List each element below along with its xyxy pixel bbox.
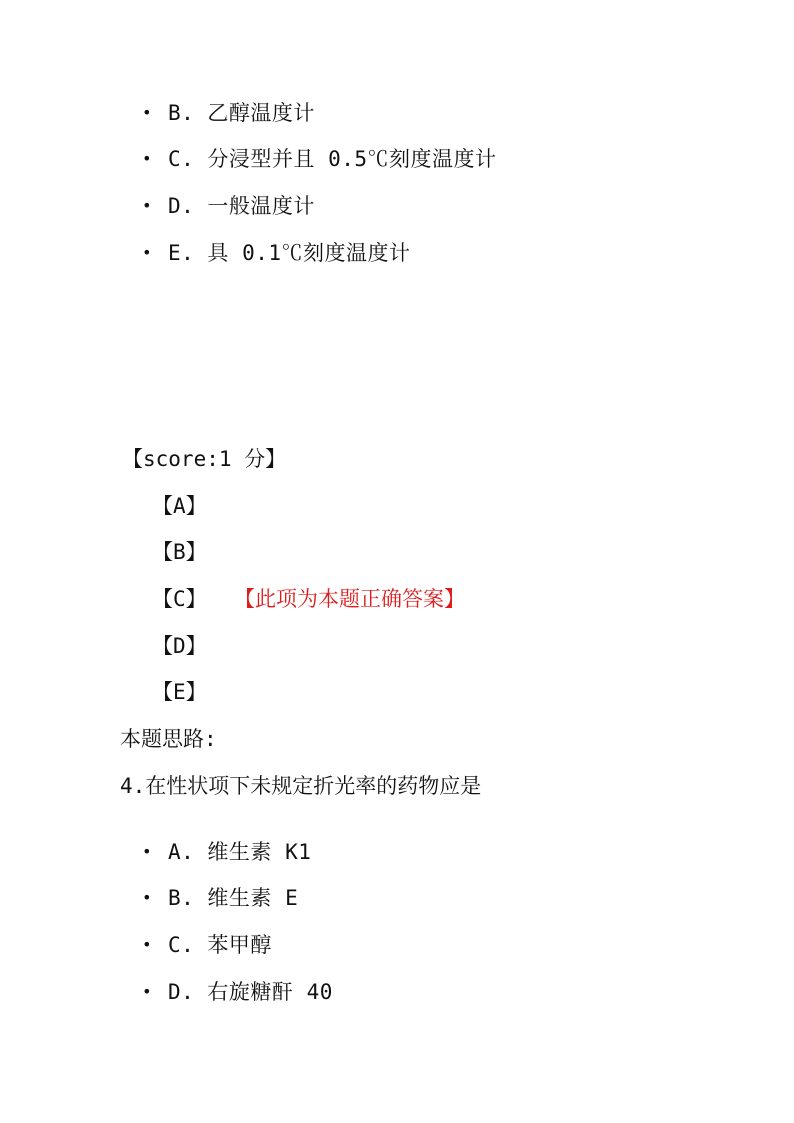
correct-answer-tag: 【此项为本题正确答案】 bbox=[234, 587, 465, 611]
option-text: B. 乙醇温度计 bbox=[168, 101, 315, 125]
answer-choice-e bbox=[152, 676, 207, 708]
option-text: C. 分浸型并且 0.5℃刻度温度计 bbox=[168, 147, 497, 171]
question-title: 4.在性状项下未规定折光率的药物应是 bbox=[120, 774, 482, 798]
answer-label: 【A】 bbox=[152, 494, 207, 518]
answer-label: 【E】 bbox=[152, 680, 207, 704]
answer-label: 【C】 bbox=[152, 587, 207, 611]
bullet-icon: • bbox=[142, 842, 152, 861]
analysis-label: 本题思路: bbox=[120, 727, 217, 751]
score-label: 【score:1 分】 bbox=[122, 447, 287, 471]
bullet-icon: • bbox=[142, 935, 152, 954]
option-text: D. 右旋糖酐 40 bbox=[168, 980, 333, 1004]
bullet-icon: • bbox=[142, 103, 152, 122]
bullet-icon: • bbox=[142, 888, 152, 907]
option-text: A. 维生素 K1 bbox=[168, 840, 312, 864]
answer-choice-a bbox=[152, 490, 207, 522]
bullet-icon: • bbox=[142, 982, 152, 1001]
option-text: B. 维生素 E bbox=[168, 886, 299, 910]
option-text: D. 一般温度计 bbox=[168, 194, 315, 218]
answer-label: 【D】 bbox=[152, 634, 207, 658]
answer-choice-b bbox=[152, 536, 207, 568]
answer-label: 【B】 bbox=[152, 540, 207, 564]
option-text: E. 具 0.1℃刻度温度计 bbox=[168, 241, 411, 265]
answer-choice-c bbox=[152, 583, 465, 615]
bullet-icon: • bbox=[142, 243, 152, 262]
bullet-icon: • bbox=[142, 149, 152, 168]
answer-choice-d bbox=[152, 630, 207, 662]
option-text: C. 苯甲醇 bbox=[168, 933, 272, 957]
bullet-icon: • bbox=[142, 196, 152, 215]
